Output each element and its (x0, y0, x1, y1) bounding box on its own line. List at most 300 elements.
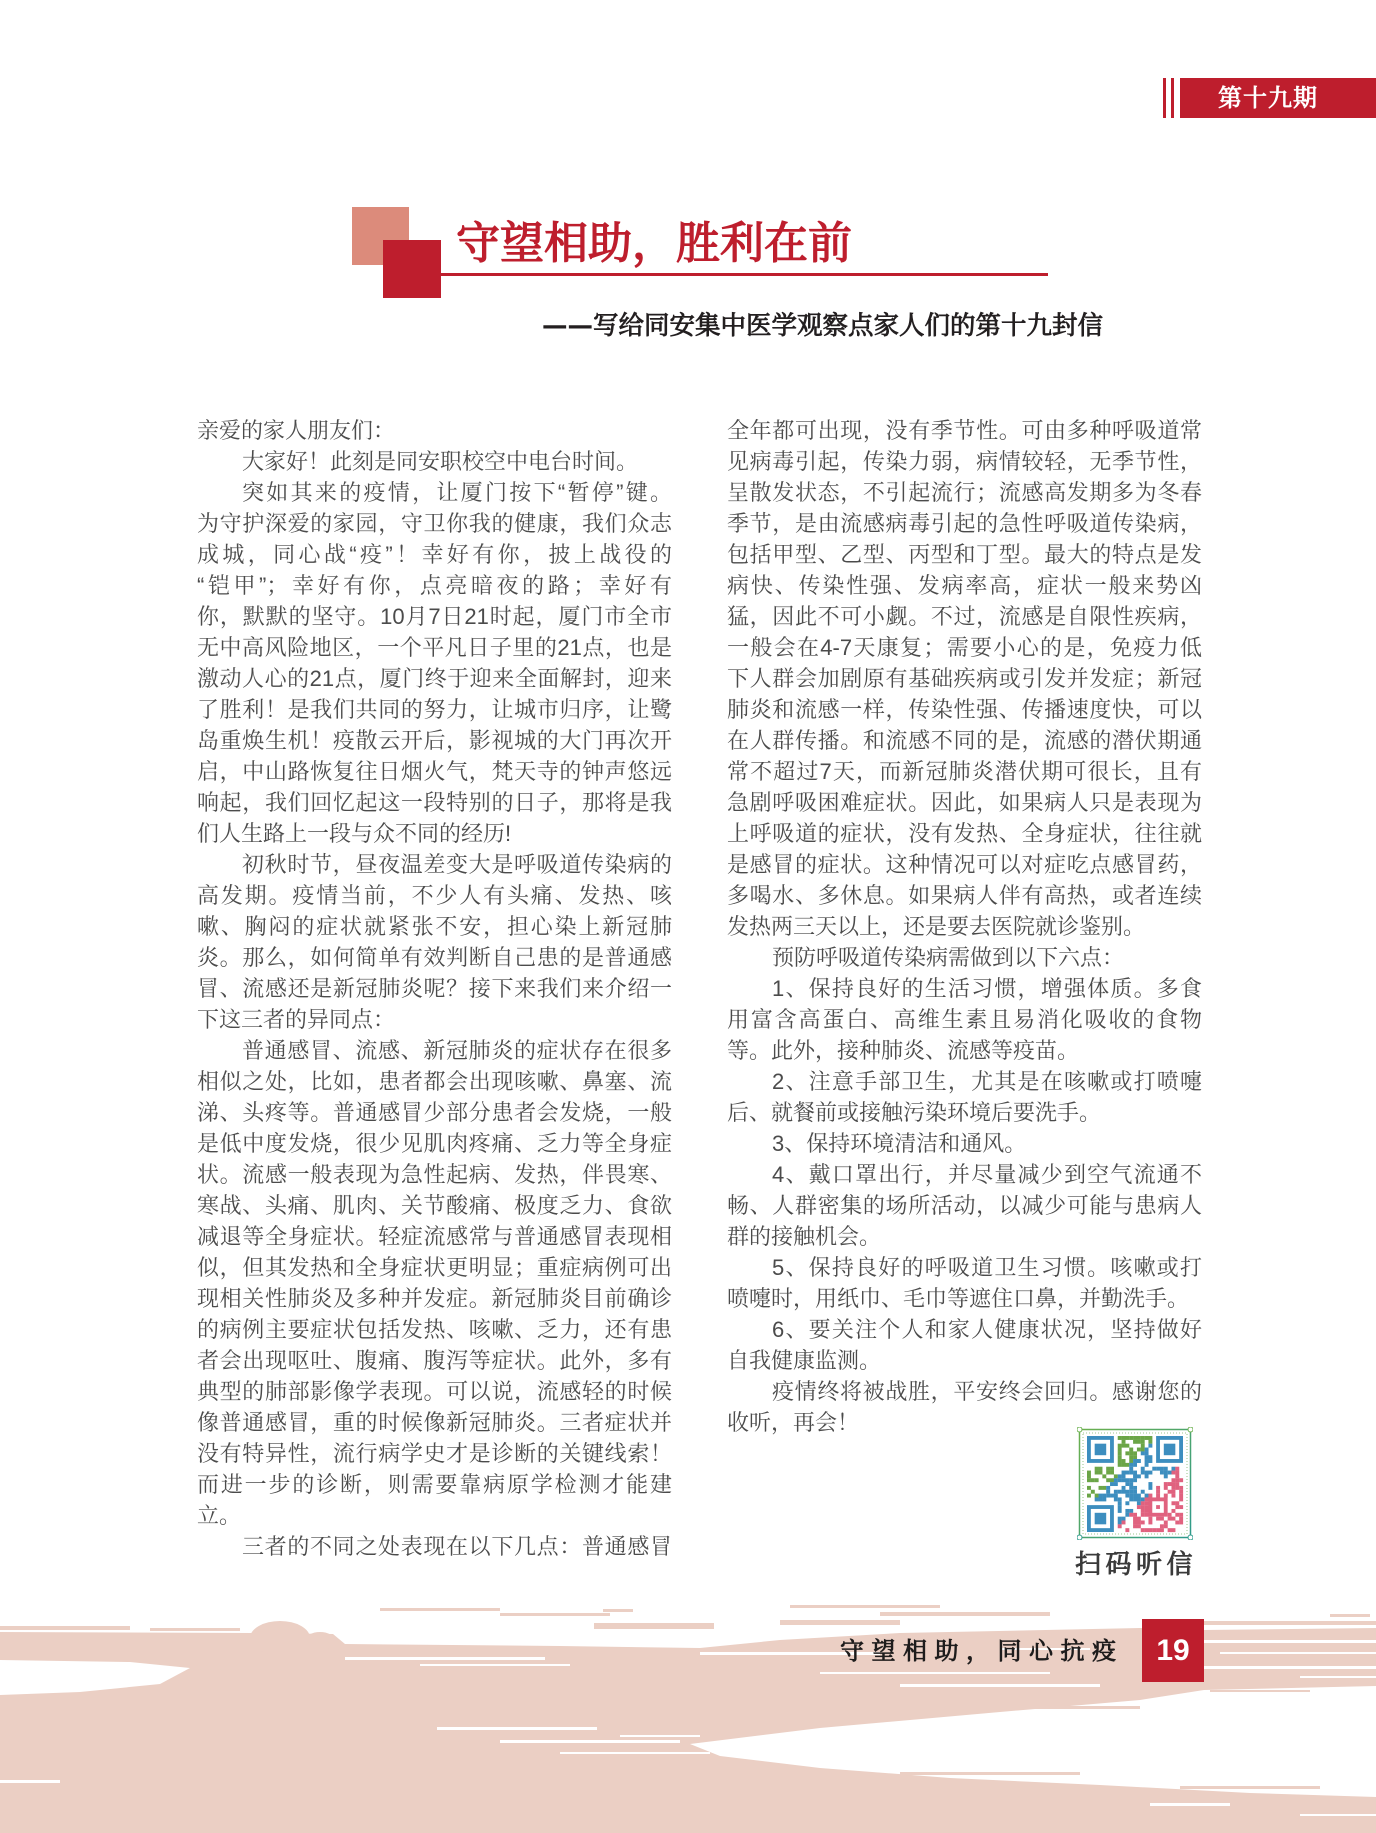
qr-module (1137, 1436, 1141, 1440)
qr-module (1133, 1517, 1137, 1521)
paragraph (727, 1066, 1202, 1128)
qr-module (1122, 1486, 1126, 1490)
qr-module (1168, 1528, 1172, 1532)
qr-module (1171, 1478, 1175, 1482)
qr-module (1099, 1467, 1103, 1471)
qr-module (1129, 1478, 1133, 1482)
text-line: 自我健康监测。 (727, 1348, 882, 1373)
qr-module (1148, 1444, 1152, 1448)
qr-module (1160, 1471, 1164, 1475)
text-line: 炎。那么，如何简单有效判断自己患的是普通感 (197, 945, 672, 970)
text-line: 收听，再会！ (727, 1410, 860, 1435)
qr-module (1118, 1509, 1122, 1513)
qr-module (1168, 1517, 1172, 1521)
qr-module (1106, 1471, 1110, 1475)
qr-module (1179, 1494, 1183, 1498)
text-line: 发热两三天以上，还是要去医院就诊鉴别。 (727, 914, 1146, 939)
qr-module (1129, 1455, 1133, 1459)
text-line: 上呼吸道的症状，没有发热、全身症状，往往就 (727, 821, 1202, 846)
title-underline (441, 273, 1048, 276)
text-line: 等。此外，接种肺炎、流感等疫苗。 (727, 1038, 1080, 1063)
qr-module (1160, 1517, 1164, 1521)
paragraph (197, 849, 672, 1035)
brush-stroke (1180, 1786, 1320, 1789)
text-line: 疫情终将被战胜，平安终会回归。感谢您的 (772, 1379, 1202, 1404)
text-line: 5、保持良好的呼吸道卫生习惯。咳嗽或打 (772, 1255, 1202, 1280)
qr-module (1125, 1490, 1129, 1494)
qr-module (1129, 1436, 1133, 1440)
text-line: 立。 (197, 1503, 242, 1528)
qr-module (1156, 1494, 1160, 1498)
qr-module (1118, 1448, 1122, 1452)
qr-module (1133, 1463, 1137, 1467)
qr-module (1168, 1490, 1172, 1494)
qr-module (1125, 1471, 1129, 1475)
qr-module (1122, 1478, 1126, 1482)
brush-stroke (250, 1621, 310, 1655)
text-line: 初秋时节，昼夜温差变大是呼吸道传染病的 (242, 852, 672, 877)
qr-module (1125, 1494, 1129, 1498)
text-line: “铠甲”；幸好有你，点亮暗夜的路；幸好有 (197, 573, 672, 598)
qr-alignment (1156, 1505, 1160, 1509)
qr-module (1129, 1494, 1133, 1498)
qr-module (1133, 1478, 1137, 1482)
text-line: 后、就餐前或接触污染环境后要洗手。 (727, 1100, 1102, 1125)
qr-module (1118, 1474, 1122, 1478)
brush-stroke (305, 1632, 335, 1650)
text-line: 响起，我们回忆起这一段特别的日子，那将是我 (197, 790, 672, 815)
brush-stroke (1204, 1621, 1376, 1625)
text-line: 3、保持环境清洁和通风。 (772, 1131, 1027, 1156)
qr-module (1156, 1517, 1160, 1521)
article-column-left (197, 415, 672, 1562)
qr-module (1129, 1490, 1133, 1494)
qr-module (1137, 1497, 1141, 1501)
qr-finder (1095, 1513, 1107, 1525)
qr-module (1141, 1509, 1145, 1513)
text-line: 减退等全身症状。轻症流感常与普通感冒表现相 (197, 1224, 672, 1249)
qr-module (1145, 1505, 1149, 1509)
qr-module (1171, 1494, 1175, 1498)
qr-module (1133, 1497, 1137, 1501)
paragraph (197, 477, 672, 849)
qr-module (1148, 1517, 1152, 1521)
brush-stroke (500, 1613, 610, 1616)
text-line: 群的接触机会。 (727, 1224, 882, 1249)
qr-module (1171, 1501, 1175, 1505)
paragraph (727, 942, 1202, 973)
paragraph (727, 973, 1202, 1066)
qr-code-icon (1077, 1427, 1193, 1540)
qr-module (1137, 1440, 1141, 1444)
paragraph (727, 1159, 1202, 1252)
qr-module (1110, 1482, 1114, 1486)
qr-module (1145, 1513, 1149, 1517)
qr-module (1133, 1436, 1137, 1440)
qr-module (1125, 1444, 1129, 1448)
qr-module (1087, 1474, 1091, 1478)
text-line: 的病例主要症状包括发热、咳嗽、乏力，还有患 (197, 1317, 672, 1342)
qr-module (1175, 1478, 1179, 1482)
qr-module (1114, 1482, 1118, 1486)
text-line: 启，中山路恢复往日烟火气，梵天寺的钟声悠远 (197, 759, 672, 784)
article-column-right (727, 415, 1202, 1438)
qr-module (1118, 1501, 1122, 1505)
text-line: 似，但其发热和全身症状更明显；重症病例可出 (197, 1255, 672, 1280)
text-line: 无中高风险地区，一个平凡日子里的21点，也是 (197, 635, 672, 660)
qr-module (1137, 1474, 1141, 1478)
qr-module (1141, 1490, 1145, 1494)
qr-module (1175, 1486, 1179, 1490)
qr-module (1102, 1474, 1106, 1478)
qr-module (1137, 1494, 1141, 1498)
qr-module (1091, 1490, 1095, 1494)
qr-module (1106, 1478, 1110, 1482)
paragraph (727, 1314, 1202, 1376)
qr-module (1110, 1494, 1114, 1498)
text-line: 大家好！此刻是同安职校空中电台时间。 (242, 449, 639, 474)
qr-module (1179, 1505, 1183, 1509)
text-line: 季节，是由流感病毒引起的急性呼吸道传染病， (727, 511, 1202, 536)
qr-module (1091, 1478, 1095, 1482)
qr-module (1114, 1497, 1118, 1501)
qr-module (1114, 1490, 1118, 1494)
brush-stroke (1330, 1614, 1370, 1617)
qr-module (1156, 1490, 1160, 1494)
qr-module (1175, 1467, 1179, 1471)
text-line: 相似之处，比如，患者都会出现咳嗽、鼻塞、流 (197, 1069, 672, 1094)
brush-gap (0, 1780, 60, 1783)
text-line: 见病毒引起，传染力弱，病情较轻，无季节性， (727, 449, 1202, 474)
badge-stripe (1163, 78, 1166, 118)
qr-module (1145, 1494, 1149, 1498)
qr-finder (1164, 1444, 1176, 1456)
qr-module (1175, 1513, 1179, 1517)
qr-module (1171, 1509, 1175, 1513)
text-line: 三者的不同之处表现在以下几点：普通感冒 (242, 1534, 672, 1559)
text-line: 用富含高蛋白、高维生素且易消化吸收的食物 (727, 1007, 1202, 1032)
text-line: 在人群传播。和流感不同的是，流感的潜伏期通 (727, 728, 1202, 753)
qr-module (1148, 1482, 1152, 1486)
qr-module (1125, 1501, 1129, 1505)
qr-module (1137, 1448, 1141, 1452)
qr-module (1141, 1471, 1145, 1475)
text-line: 6、要关注个人和家人健康状况，坚持做好 (772, 1317, 1202, 1342)
qr-module (1133, 1440, 1137, 1444)
qr-module (1118, 1436, 1122, 1440)
brush-stroke (380, 1608, 500, 1611)
brush-gap (1204, 1666, 1376, 1669)
qr-module (1160, 1528, 1164, 1532)
qr-module (1145, 1451, 1149, 1455)
paragraph (727, 415, 1202, 942)
article-title: 守望相助，胜利在前 (456, 218, 852, 269)
qr-module (1106, 1486, 1110, 1490)
qr-module (1095, 1494, 1099, 1498)
brush-stroke (1210, 1690, 1310, 1692)
qr-module (1137, 1524, 1141, 1528)
qr-module (1141, 1505, 1145, 1509)
qr-module (1141, 1451, 1145, 1455)
text-line: 包括甲型、乙型、丙型和丁型。最大的特点是发 (727, 542, 1202, 567)
qr-module (1145, 1509, 1149, 1513)
text-line: 像普通感冒，重的时候像新冠肺炎。三者症状并 (197, 1410, 672, 1435)
qr-module (1133, 1459, 1137, 1463)
qr-module (1179, 1490, 1183, 1494)
qr-module (1118, 1451, 1122, 1455)
qr-module (1171, 1517, 1175, 1521)
qr-module (1164, 1520, 1168, 1524)
qr-module (1175, 1520, 1179, 1524)
qr-corner-dot (1188, 1427, 1193, 1432)
qr-module (1133, 1455, 1137, 1459)
qr-module (1099, 1494, 1103, 1498)
qr-module (1087, 1486, 1091, 1490)
qr-module (1129, 1513, 1133, 1517)
text-line: 你，默默的坚守。10月7日21时起，厦门市全市 (197, 604, 672, 629)
paragraph (197, 415, 672, 446)
qr-module (1164, 1482, 1168, 1486)
qr-module (1148, 1528, 1152, 1532)
qr-module (1179, 1513, 1183, 1517)
qr-module (1148, 1520, 1152, 1524)
qr-module (1168, 1471, 1172, 1475)
qr-module (1129, 1463, 1133, 1467)
text-line: 典型的肺部影像学表现。可以说，流感轻的时候 (197, 1379, 672, 1404)
qr-module (1145, 1459, 1149, 1463)
qr-module (1148, 1471, 1152, 1475)
qr-module (1133, 1451, 1137, 1455)
qr-module (1171, 1482, 1175, 1486)
qr-module (1118, 1490, 1122, 1494)
qr-module (1122, 1440, 1126, 1444)
qr-module (1179, 1478, 1183, 1482)
qr-module (1164, 1494, 1168, 1498)
qr-module (1102, 1497, 1106, 1501)
qr-module (1125, 1478, 1129, 1482)
qr-module (1145, 1501, 1149, 1505)
qr-module (1125, 1513, 1129, 1517)
text-line: 下这三者的异同点： (197, 1007, 396, 1032)
brush-gap (820, 1672, 1050, 1674)
qr-module (1137, 1517, 1141, 1521)
qr-module (1145, 1474, 1149, 1478)
text-line: 是感冒的症状。这种情况可以对症吃点感冒药， (727, 852, 1202, 877)
text-line: 没有特异性，流行病学史才是诊断的关键线索！ (197, 1441, 672, 1466)
text-line: 全年都可出现，没有季节性。可由多种呼吸道常 (727, 418, 1202, 443)
text-line: 现相关性肺炎及多种并发症。新冠肺炎目前确诊 (197, 1286, 672, 1311)
qr-module (1137, 1459, 1141, 1463)
qr-module (1122, 1471, 1126, 1475)
text-line: 者会出现呕吐、腹痛、腹泻等症状。此外，多有 (197, 1348, 672, 1373)
qr-module (1129, 1459, 1133, 1463)
qr-module (1118, 1463, 1122, 1467)
qr-module (1179, 1486, 1183, 1490)
text-line: 一般会在4-7天康复；需要小心的是，免疫力低 (727, 635, 1202, 660)
qr-module (1118, 1517, 1122, 1521)
qr-module (1137, 1501, 1141, 1505)
qr-finder (1095, 1444, 1107, 1456)
qr-module (1164, 1471, 1168, 1475)
text-line: 岛重焕生机！疫散云开后，影视城的大门再次开 (197, 728, 672, 753)
qr-module (1179, 1517, 1183, 1521)
brush-stroke (880, 1612, 1050, 1616)
text-line: 为守护深爱的家园，守卫你我的健康，我们众志 (197, 511, 672, 536)
text-line: 肺炎和流感一样，传染性强、传播速度快，可以 (727, 697, 1202, 722)
brush-gap (1150, 1803, 1230, 1806)
page-number: 19 (1142, 1619, 1204, 1682)
qr-module (1175, 1501, 1179, 1505)
qr-module (1148, 1494, 1152, 1498)
paragraph (727, 1252, 1202, 1314)
qr-module (1129, 1448, 1133, 1452)
paragraph (197, 1035, 672, 1531)
brush-stroke (900, 1772, 1080, 1775)
qr-module (1141, 1497, 1145, 1501)
qr-module (1087, 1471, 1091, 1475)
qr-module (1095, 1497, 1099, 1501)
qr-module (1129, 1486, 1133, 1490)
text-line: 喷嚏时，用纸巾、毛巾等遮住口鼻，并勤洗手。 (727, 1286, 1190, 1311)
brush-stroke (790, 1605, 940, 1608)
qr-modules (1087, 1436, 1183, 1532)
text-line: 2、注意手部卫生，尤其是在咳嗽或打喷嚏 (772, 1069, 1202, 1094)
qr-module (1122, 1444, 1126, 1448)
qr-module (1179, 1520, 1183, 1524)
qr-module (1148, 1459, 1152, 1463)
qr-module (1095, 1471, 1099, 1475)
text-line: 畅、人群密集的场所活动，以减少可能与患病人 (727, 1193, 1202, 1218)
text-line: 普通感冒、流感、新冠肺炎的症状存在很多 (242, 1038, 672, 1063)
text-line: 常不超过7天，而新冠肺炎潜伏期可很长，且有 (727, 759, 1202, 784)
paragraph (197, 1531, 672, 1562)
qr-module (1141, 1440, 1145, 1444)
qr-module (1129, 1467, 1133, 1471)
qr-module (1168, 1482, 1172, 1486)
qr-module (1118, 1497, 1122, 1501)
qr-module (1133, 1471, 1137, 1475)
qr-module (1171, 1471, 1175, 1475)
brush-gap (900, 1684, 1100, 1687)
brush-gap (1204, 1640, 1376, 1643)
qr-module (1129, 1497, 1133, 1501)
brush-gap (500, 1740, 680, 1743)
qr-module (1152, 1528, 1156, 1532)
qr-module (1114, 1494, 1118, 1498)
qr-module (1148, 1440, 1152, 1444)
text-line: 突如其来的疫情，让厦门按下“暂停”键。 (242, 480, 672, 505)
text-line: 呈散发状态，不引起流行；流感高发期多为冬春 (727, 480, 1202, 505)
qr-module (1125, 1528, 1129, 1532)
qr-caption: 扫码听信 (1075, 1550, 1198, 1580)
qr-module (1125, 1436, 1129, 1440)
qr-module (1148, 1455, 1152, 1459)
qr-module (1129, 1482, 1133, 1486)
qr-module (1168, 1513, 1172, 1517)
qr-module (1125, 1482, 1129, 1486)
qr-module (1160, 1467, 1164, 1471)
qr-module (1118, 1520, 1122, 1524)
qr-module (1164, 1467, 1168, 1471)
badge-stripe (1171, 78, 1174, 118)
qr-module (1171, 1486, 1175, 1490)
qr-module (1145, 1436, 1149, 1440)
qr-module (1145, 1448, 1149, 1452)
qr-module (1118, 1455, 1122, 1459)
qr-module (1118, 1478, 1122, 1482)
qr-module (1129, 1451, 1133, 1455)
qr-module (1164, 1474, 1168, 1478)
qr-module (1122, 1463, 1126, 1467)
qr-module (1125, 1463, 1129, 1467)
qr-module (1122, 1490, 1126, 1494)
text-line: 急剧呼吸困难症状。因此，如果病人只是表现为 (727, 790, 1202, 815)
qr-module (1133, 1474, 1137, 1478)
text-line: 是低中度发烧，很少见肌肉疼痛、乏力等全身症 (197, 1131, 672, 1156)
qr-module (1122, 1459, 1126, 1463)
qr-module (1122, 1436, 1126, 1440)
qr-module (1110, 1467, 1114, 1471)
qr-module (1175, 1474, 1179, 1478)
brush-stroke (594, 1623, 714, 1629)
text-line: 下人群会加剧原有基础疾病或引发并发症；新冠 (727, 666, 1202, 691)
brush-stroke (1000, 1706, 1140, 1709)
issue-badge-block (1180, 78, 1376, 118)
text-line: 成城，同心战“疫”！幸好有你，披上战役的 (197, 542, 672, 567)
qr-module (1133, 1520, 1137, 1524)
paragraph (727, 1128, 1202, 1159)
brush-stroke (603, 1609, 633, 1612)
qr-module (1175, 1471, 1179, 1475)
text-line: 涕、头疼等。普通感冒少部分患者会发烧，一般 (197, 1100, 672, 1125)
qr-module (1099, 1497, 1103, 1501)
qr-module (1106, 1494, 1110, 1498)
brush-gap (560, 1752, 710, 1754)
qr-module (1156, 1486, 1160, 1490)
qr-module (1118, 1524, 1122, 1528)
qr-module (1129, 1471, 1133, 1475)
qr-module (1122, 1517, 1126, 1521)
qr-corner-dot (1077, 1427, 1082, 1432)
text-line: 了胜利！是我们共同的努力，让城市归序，让鹭 (197, 697, 672, 722)
qr-module (1141, 1467, 1145, 1471)
paragraph (197, 446, 672, 477)
qr-module (1114, 1478, 1118, 1482)
qr-module (1141, 1501, 1145, 1505)
qr-module (1095, 1478, 1099, 1482)
qr-module (1110, 1478, 1114, 1482)
qr-module (1156, 1528, 1160, 1532)
qr-module (1118, 1444, 1122, 1448)
qr-module (1171, 1467, 1175, 1471)
qr-module (1152, 1467, 1156, 1471)
qr-module (1095, 1467, 1099, 1471)
text-line: 冒、流感还是新冠肺炎呢？接下来我们来介绍一 (197, 976, 672, 1001)
qr-module (1141, 1528, 1145, 1532)
qr-module (1141, 1513, 1145, 1517)
text-line: 而进一步的诊断，则需要靠病原学检测才能建 (197, 1472, 672, 1497)
text-line: 嗽、胸闷的症状就紧张不安，担心染上新冠肺 (197, 914, 672, 939)
article-subtitle: ——写给同安集中医学观察点家人们的第十九封信 (542, 311, 1104, 341)
qr-module (1175, 1482, 1179, 1486)
qr-module (1102, 1486, 1106, 1490)
text-line: 高发期。疫情当前，不少人有头痛、发热、咳 (197, 883, 672, 908)
qr-module (1179, 1497, 1183, 1501)
qr-module (1137, 1520, 1141, 1524)
qr-corner-dot (1077, 1535, 1082, 1540)
text-line: 亲爱的家人朋友们： (197, 418, 396, 443)
brush-stroke (150, 1628, 240, 1631)
